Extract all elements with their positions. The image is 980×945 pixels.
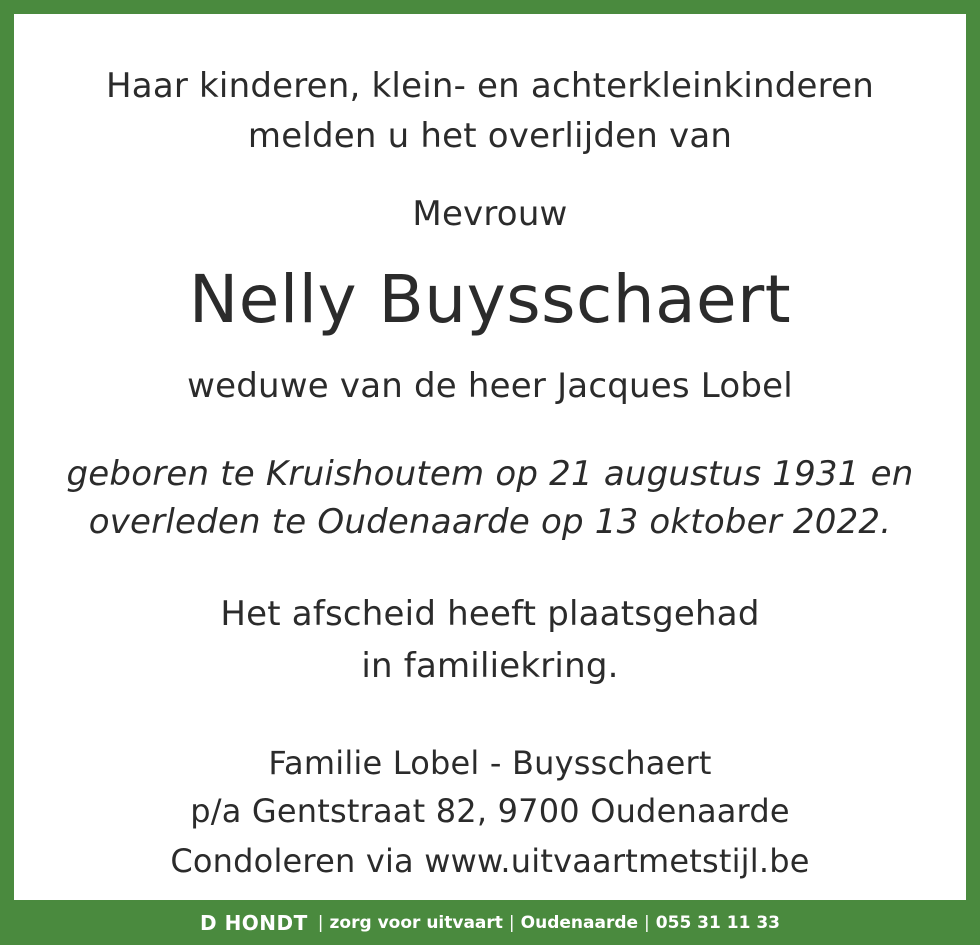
family-address: p/a Gentstraat 82, 9700 Oudenaarde xyxy=(190,792,790,830)
footer-city: Oudenaarde xyxy=(520,912,639,933)
death-notice-card xyxy=(14,14,966,900)
deceased-name: Nelly Buysschaert xyxy=(188,261,792,338)
spouse-line: weduwe van de heer Jacques Lobel xyxy=(187,366,793,406)
footer-tagline: zorg voor uitvaart xyxy=(329,912,503,933)
footer-separator: | xyxy=(644,912,650,933)
footer-phone[interactable]: 055 31 11 33 xyxy=(655,912,780,933)
funeral-home-footer xyxy=(0,900,980,945)
footer-separator: | xyxy=(508,912,515,933)
condolence-link[interactable]: Condoleren via www.uitvaartmetstijl.be xyxy=(170,842,810,880)
death-line: overleden te Oudenaarde op 13 oktober 2022. xyxy=(88,502,892,542)
family-name: Familie Lobel - Buysschaert xyxy=(268,744,712,782)
birth-line: geboren te Kruishoutem op 21 augustus 1931 en xyxy=(66,454,914,494)
honorific: Mevrouw xyxy=(412,194,568,234)
farewell-line-2: in familiekring. xyxy=(361,646,619,686)
farewell-line-1: Het afscheid heeft plaatsgehad xyxy=(220,594,760,634)
intro-line-2: melden u het overlijden van xyxy=(247,116,733,156)
funeral-home-logo: D HONDT xyxy=(200,910,308,935)
intro-line-1: Haar kinderen, klein- en achterkleinkinderen xyxy=(106,66,874,106)
footer-separator: | xyxy=(317,912,324,933)
